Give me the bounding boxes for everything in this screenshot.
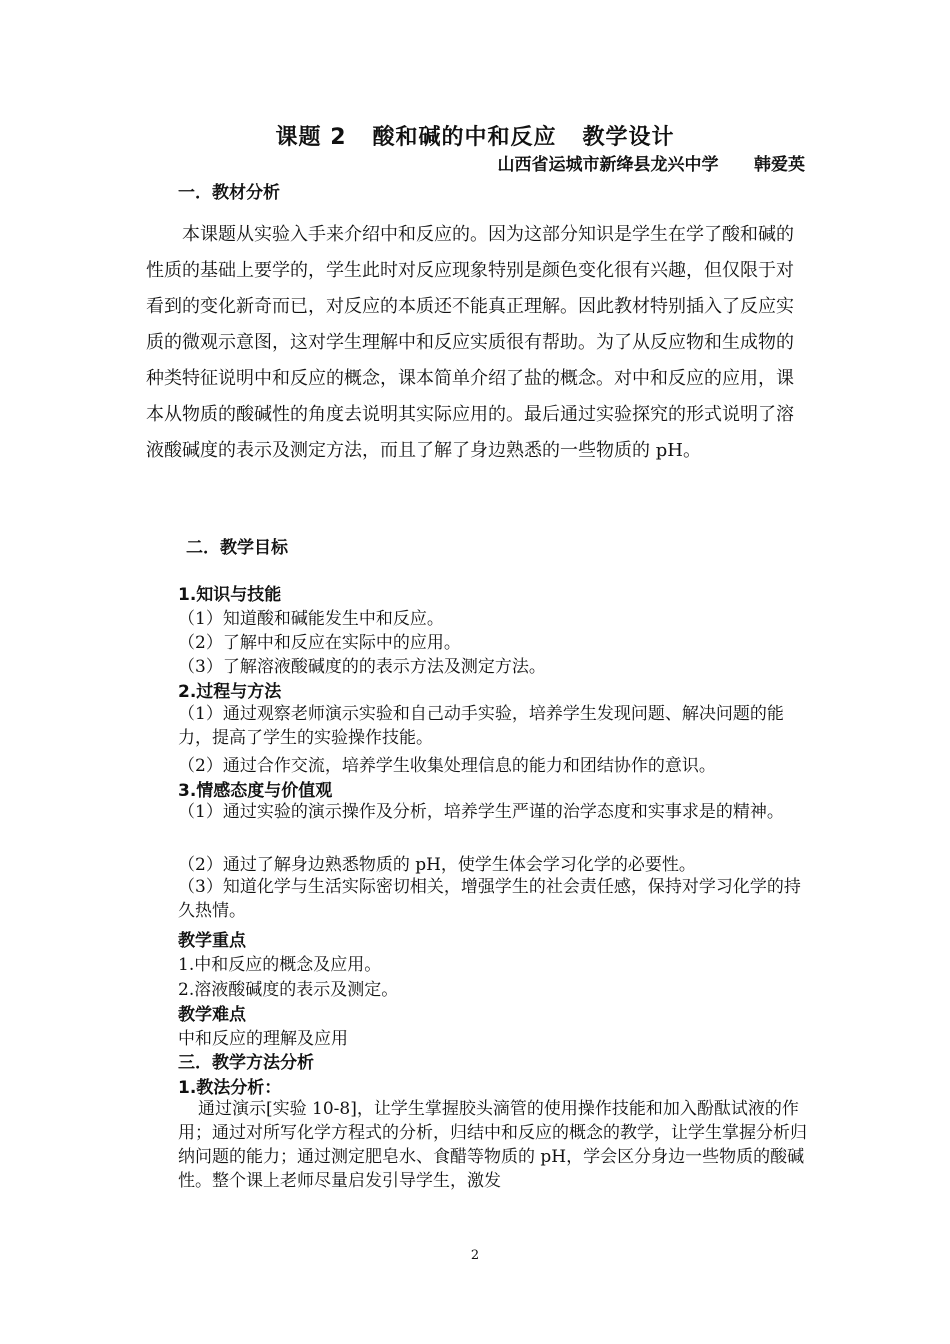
section1-heading: 一．教材分析 — [178, 183, 280, 203]
key-point-1: 1.中和反应的概念及应用。 — [178, 955, 382, 975]
document-title: 课题 2 酸和碱的中和反应 教学设计 — [275, 125, 675, 150]
author-line: 山西省运城市新绛县龙兴中学 韩爱英 — [497, 155, 805, 175]
section2-heading: 二．教学目标 — [186, 538, 288, 558]
knowledge-item-1: （1）知道酸和碱能发生中和反应。 — [178, 609, 444, 629]
process-item-2: （2）通过合作交流，培养学生收集处理信息的能力和团结协作的意识。 — [178, 756, 716, 776]
emotion-title: 3.情感态度与价值观 — [178, 781, 333, 801]
knowledge-item-2: （2）了解中和反应在实际中的应用。 — [178, 633, 461, 653]
process-title: 2.过程与方法 — [178, 682, 282, 702]
knowledge-item-3: （3）了解溶液酸碱度的的表示方法及测定方法。 — [178, 657, 546, 677]
page-number: 2 — [470, 1248, 480, 1263]
emotion-item-1: （1）通过实验的演示操作及分析，培养学生严谨的治学态度和实事求是的精神。 — [178, 802, 784, 822]
key-point-2: 2.溶液酸碱度的表示及测定。 — [178, 980, 399, 1000]
knowledge-title: 1.知识与技能 — [178, 585, 282, 605]
difficulty-text: 中和反应的理解及应用 — [178, 1029, 348, 1049]
emotion-item-3: （3）知道化学与生活实际密切相关，增强学生的社会责任感，保持对学习化学的持久热情。 — [178, 877, 801, 921]
section1-paragraph: 本课题从实验入手来介绍中和反应的。因为这部分知识是学生在学了酸和碱的性质的基础上要学的，学生此时对反应现象特别是颜色变化很有兴趣，但仅限于对看到的变化新奇而已，对反应的本质还不能真正理解。因此教材特别插入了反应实质的微观示意图，这对学生理解中和反应实质很有帮助。为了从反应物和生成物的种类特征说明中和反应的概念，课本简单介绍了盐的概念。对中和反应的应用，课本从物质的酸碱性的角度去说明其实际应用的。最后通过实验探究的形式说明了溶液酸碱度的表示及测定方法，而且了解了身边熟悉的一些物质的 pH。 — [146, 224, 794, 461]
section3-heading: 三．教学方法分析 — [178, 1053, 314, 1073]
emotion-item-2: （2）通过了解身边熟悉物质的 pH，使学生体会学习化学的必要性。 — [178, 855, 696, 875]
process-item-1: （1）通过观察老师演示实验和自己动手实验，培养学生发现问题、解决问题的能力，提高了学生的实验操作技能。 — [178, 704, 784, 748]
method-subtitle: 1.教法分析： — [178, 1078, 282, 1098]
difficulty-title: 教学难点 — [178, 1005, 246, 1025]
method-paragraph: 通过演示[实验 10-8]，让学生掌握胶头滴管的使用操作技能和加入酚酞试液的作用；通过对所写化学方程式的分析，归结中和反应的概念的教学，让学生掌握分析归纳问题的能力；通过测定肥皂水、食醋等物质的 pH，学会区分身边一些物质的酸碱性。整个课上老师尽量启发引导学生，激发 — [178, 1099, 807, 1191]
key-points-title: 教学重点 — [178, 931, 246, 951]
